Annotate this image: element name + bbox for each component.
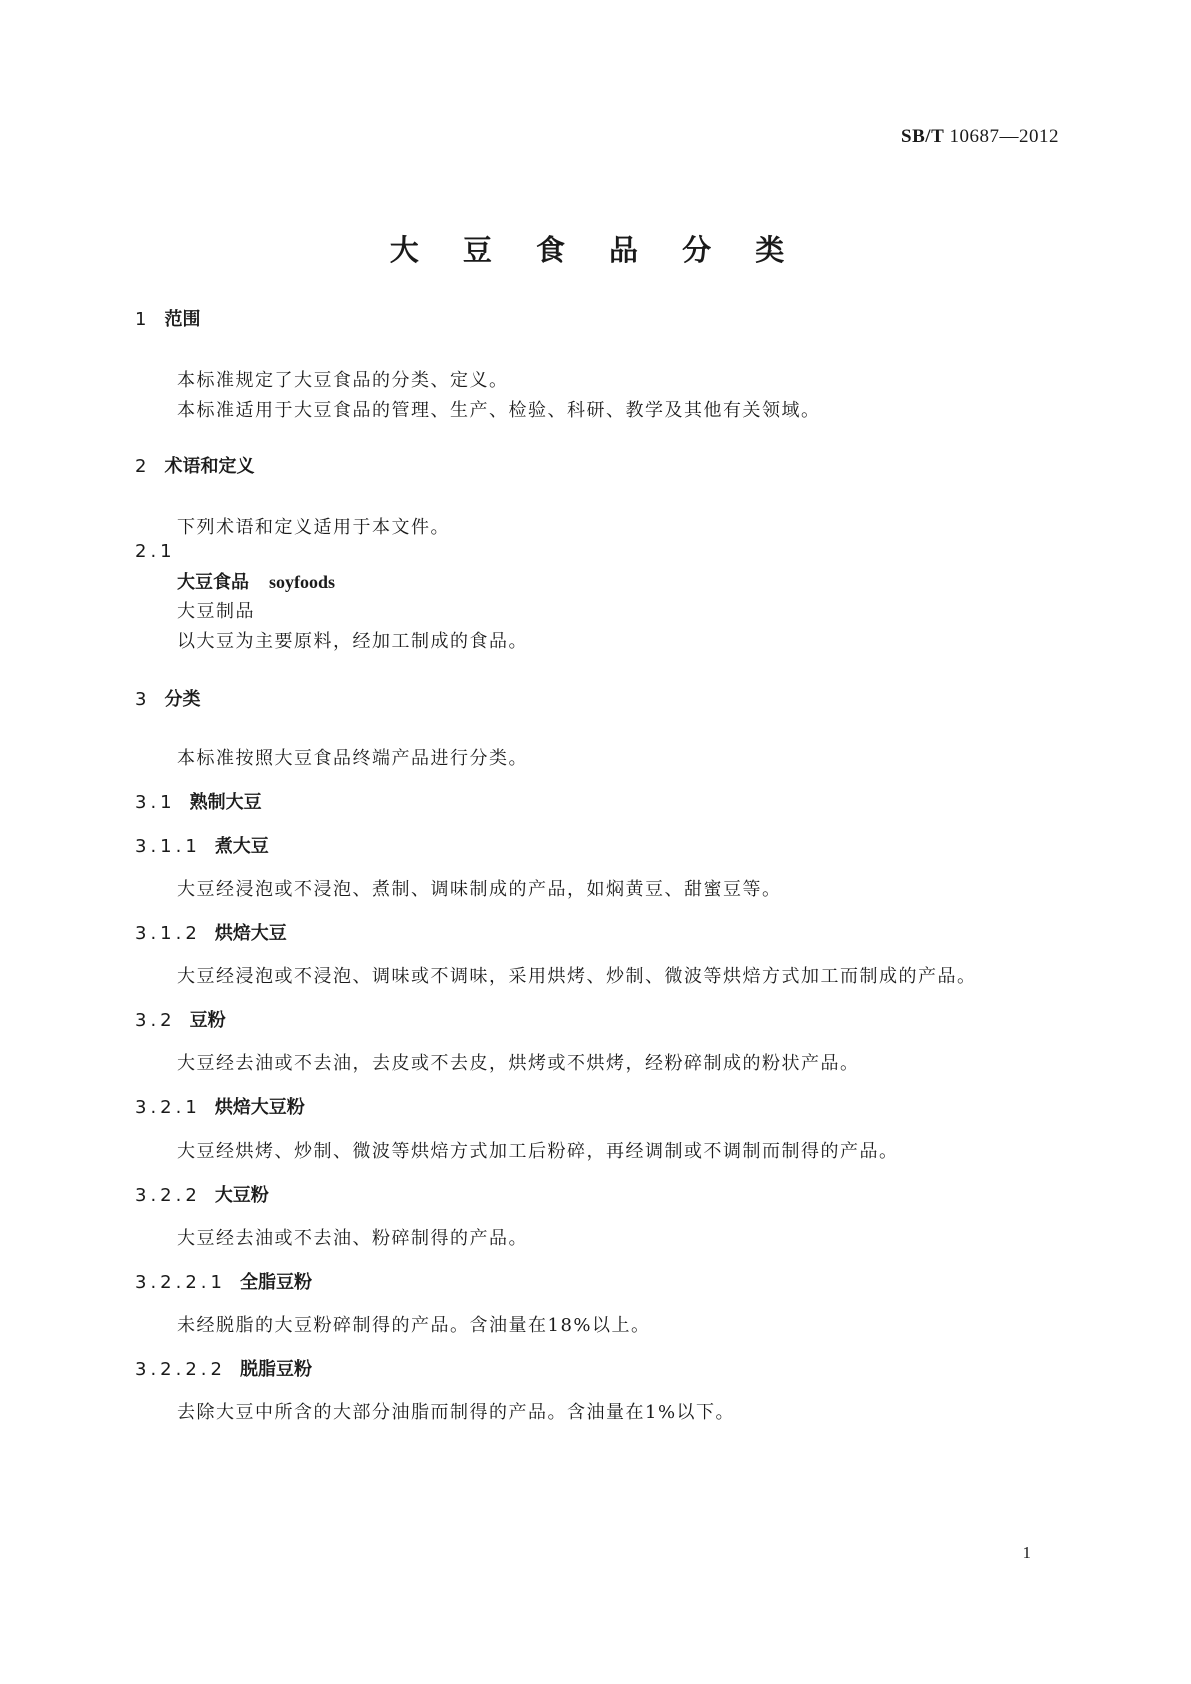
section-title: 煮大豆	[214, 836, 269, 857]
term-2-1-alternative: 大豆制品	[177, 601, 255, 622]
standard-number: 10687—2012	[949, 126, 1059, 147]
section-3-1-1-paragraph: 大豆经浸泡或不浸泡、煮制、调味制成的产品，如焖黄豆、甜蜜豆等。	[177, 879, 782, 900]
section-3-2-2-1-paragraph: 未经脱脂的大豆粉碎制得的产品。含油量在18%以上。	[177, 1315, 651, 1336]
section-number: 3.2	[135, 1010, 176, 1031]
section-number: 3.1	[135, 792, 176, 813]
section-3-2-1-heading	[135, 1093, 305, 1119]
section-number: 1	[135, 309, 151, 330]
section-title: 熟制大豆	[189, 792, 262, 813]
section-3-1-heading	[135, 788, 262, 814]
section-3-2-heading	[135, 1006, 226, 1032]
section-title: 烘焙大豆	[214, 923, 287, 944]
section-number: 3.2.2.1	[135, 1272, 226, 1293]
section-3-paragraph-1: 本标准按照大豆食品终端产品进行分类。	[177, 748, 528, 769]
section-2-heading	[135, 452, 254, 478]
page-number: 1	[1022, 1543, 1031, 1562]
section-3-1-2-paragraph: 大豆经浸泡或不浸泡、调味或不调味，采用烘烤、炒制、微波等烘焙方式加工而制成的产品。	[177, 966, 977, 987]
section-number: 2	[135, 456, 151, 477]
section-2-paragraph-1: 下列术语和定义适用于本文件。	[177, 517, 450, 538]
section-1-paragraph-1: 本标准规定了大豆食品的分类、定义。	[177, 370, 509, 391]
section-3-heading	[135, 685, 200, 711]
term-2-1-name	[177, 568, 335, 594]
section-number: 3.1.2	[135, 923, 201, 944]
section-3-2-paragraph: 大豆经去油或不去油，去皮或不去皮，烘烤或不烘烤，经粉碎制成的粉状产品。	[177, 1053, 860, 1074]
section-title: 大豆粉	[214, 1185, 269, 1206]
section-number: 3.2.2	[135, 1185, 201, 1206]
section-3-2-2-heading	[135, 1181, 269, 1207]
section-3-2-2-paragraph: 大豆经去油或不去油、粉碎制得的产品。	[177, 1228, 528, 1249]
section-title: 范围	[164, 309, 201, 330]
term-2-1-number: 2.1	[135, 541, 176, 562]
section-number: 3.1.1	[135, 836, 201, 857]
section-3-1-2-heading	[135, 919, 287, 945]
standard-prefix: SB/T	[901, 126, 945, 147]
section-1-paragraph-2: 本标准适用于大豆食品的管理、生产、检验、科研、教学及其他有关领域。	[177, 400, 821, 421]
section-title: 豆粉	[189, 1010, 226, 1031]
section-number: 3	[135, 689, 151, 710]
section-1-heading	[135, 305, 200, 331]
section-title: 分类	[164, 689, 201, 710]
term-english: soyfoods	[269, 572, 336, 592]
standard-code	[901, 126, 1059, 148]
document-title: 大 豆 食 品 分 类	[389, 233, 802, 267]
section-title: 术语和定义	[164, 456, 255, 477]
term-2-1-definition: 以大豆为主要原料，经加工制成的食品。	[177, 631, 528, 652]
section-number: 3.2.1	[135, 1097, 201, 1118]
term-chinese: 大豆食品	[177, 572, 249, 593]
section-number: 3.2.2.2	[135, 1359, 226, 1380]
section-title: 脱脂豆粉	[239, 1359, 312, 1380]
section-3-2-1-paragraph: 大豆经烘烤、炒制、微波等烘焙方式加工后粉碎，再经调制或不调制而制得的产品。	[177, 1141, 899, 1162]
section-title: 烘焙大豆粉	[214, 1097, 305, 1118]
section-3-1-1-heading	[135, 832, 269, 858]
section-3-2-2-2-paragraph: 去除大豆中所含的大部分油脂而制得的产品。含油量在1%以下。	[177, 1402, 736, 1423]
section-3-2-2-2-heading	[135, 1355, 312, 1381]
section-3-2-2-1-heading	[135, 1268, 312, 1294]
section-title: 全脂豆粉	[239, 1272, 312, 1293]
